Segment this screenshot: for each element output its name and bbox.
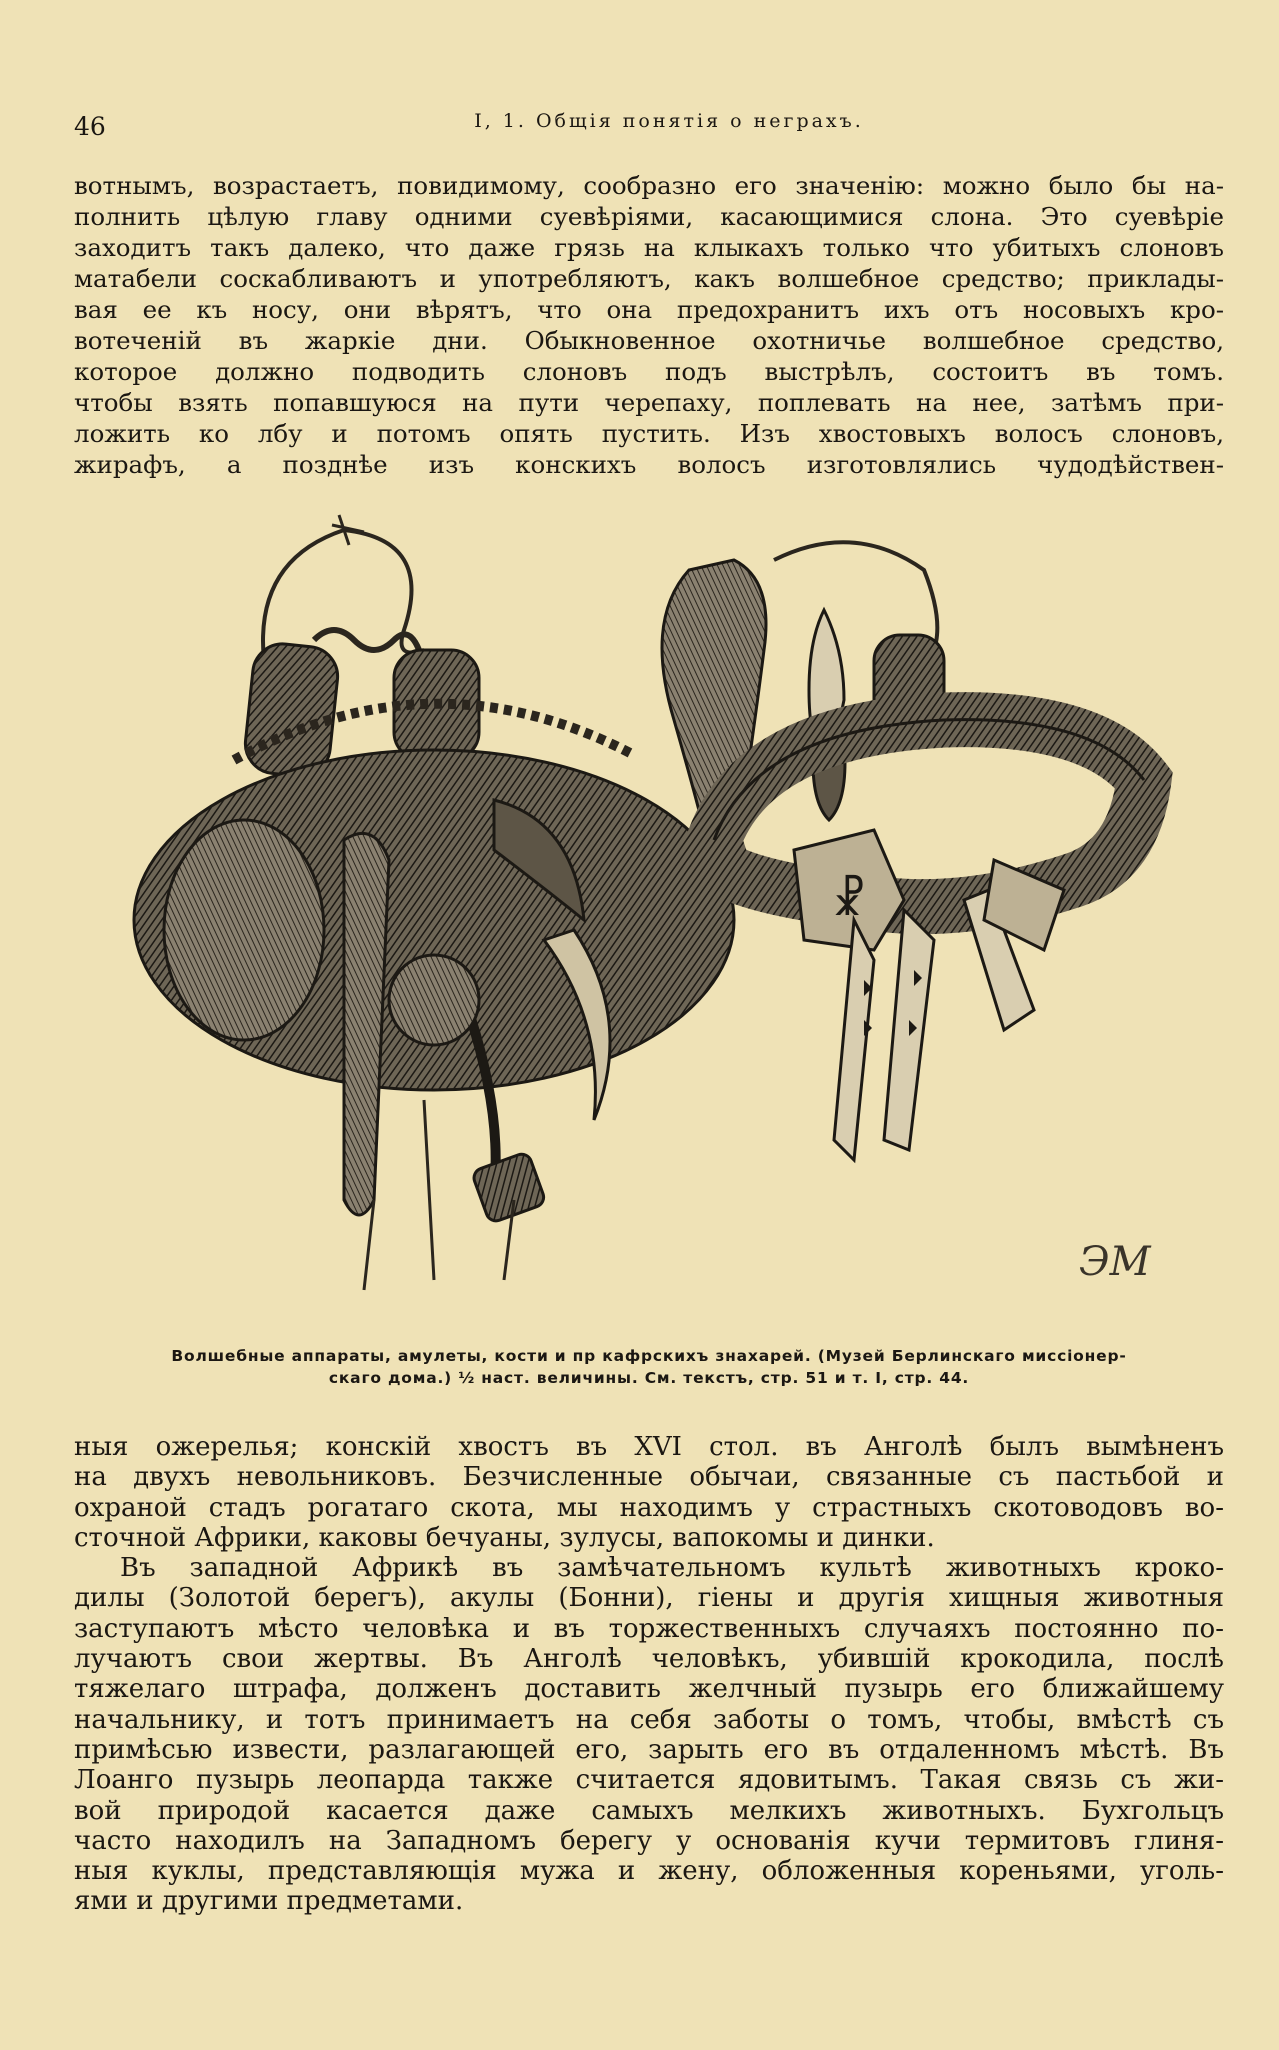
text-line: матабели соскабливаютъ и употребляютъ, какъ волшебное средство; приклады- [74,264,1224,293]
text-line: ныя ожерелья; конскій хвостъ въ XVI стол. въ Анголѣ былъ вымѣненъ [74,1432,1224,1462]
text-line: жирафъ, а позднѣе изъ конскихъ волосъ изготовлялись чудодѣйствен- [74,450,1224,479]
text-line: вой природой касается даже самыхъ мелкихъ животныхъ. Бухгольцъ [74,1795,1224,1826]
figure-caption [74,1345,1224,1389]
text-line: Лоанго пузырь леопарда также считается ядовитымъ. Такая связь съ жи- [74,1765,1224,1796]
text-line: вая ее къ носу, они вѣрятъ, что она предохранитъ ихъ отъ носовыхъ кро- [74,295,1224,324]
text-line: полнить цѣлую главу одними суевѣріями, касающимися слона. Это суевѣріе [74,202,1224,231]
text-line: заходитъ такъ далеко, что даже грязь на клыкахъ только что убитыхъ слоновъ [74,233,1224,262]
caption-line: Волшебные аппараты, амулеты, кости и пр кафрскихъ знахарей. (Музей Берлинскаго миссіонер- [171,1347,1127,1365]
page-header [74,104,1224,144]
text-line: ями и другими предметами. [74,1886,464,1917]
text-line: часто находилъ на Западномъ берегу у основанія кучи термитовъ глиня- [74,1825,1224,1856]
text-line: которое должно подводить слоновъ подъ выстрѣлъ, состоитъ въ томъ. [74,357,1224,386]
caption-line: скаго дома.) ½ наст. величины. См. текстъ, стр. 51 и т. I, стр. 44. [328,1369,970,1387]
text-line: чтобы взять попавшуюся на пути черепаху, поплевать на нее, затѣмъ при- [74,388,1224,417]
running-title: I, 1. Общія понятія о неграхъ. [474,110,864,132]
bottom-paragraphs [74,1432,1224,1917]
amulets-engraving [74,500,1224,1320]
text-line: заступаютъ мѣсто человѣка и въ торжественныхъ случаяхъ постоянно по- [74,1613,1224,1644]
text-line: сточной Африки, каковы бечуаны, зулусы, вапокомы и динки. [74,1522,935,1553]
amulet-bracelet [714,720,1144,1160]
text-line: дилы (Золотой берегъ), акулы (Бонни), гіены и другія хищныя животныя [74,1583,1224,1614]
text-line: на двухъ невольниковъ. Безчисленные обычаи, связанные съ пастьбой и [74,1462,1224,1493]
text-line: тяжелаго штрафа, долженъ доставить желчный пузырь его ближайшему [74,1674,1224,1705]
text-line: Въ западной Африкѣ въ замѣчательномъ культѣ животныхъ кроко- [120,1553,1224,1584]
text-line: лучаютъ свои жертвы. Въ Анголѣ человѣкъ, убившій крокодила, послѣ [74,1644,1224,1675]
artist-signature: ЭМ [1079,1239,1151,1285]
amulet-horn [662,542,944,830]
text-line: охраной стадъ рогатаго скота, мы находимъ у страстныхъ скотоводовъ во- [74,1492,1224,1523]
text-line: начальнику, и тотъ принимаетъ на себя заботы о томъ, чтобы, вмѣстѣ съ [74,1704,1224,1735]
amulet-cluster [134,704,734,1290]
text-line: ложить ко лбу и потомъ опять пустить. Изъ хвостовыхъ волосъ слоновъ, [74,419,1224,448]
text-line: вотеченій въ жаркіе дни. Обыкновенное охотничье волшебное средство, [74,326,1224,355]
text-line: вотнымъ, возрастаетъ, повидимому, сообразно его значенію: можно было бы на- [74,171,1224,200]
page-number: 46 [74,112,106,141]
top-paragraph [74,170,1224,480]
text-line: ныя куклы, представляющія мужа и жену, обложенныя кореньями, уголь- [74,1856,1224,1887]
svg-text:☧: ☧ [831,875,867,926]
text-line: примѣсью извести, разлагающей его, зарыть его въ отдаленномъ мѣстѣ. Въ [74,1734,1224,1765]
